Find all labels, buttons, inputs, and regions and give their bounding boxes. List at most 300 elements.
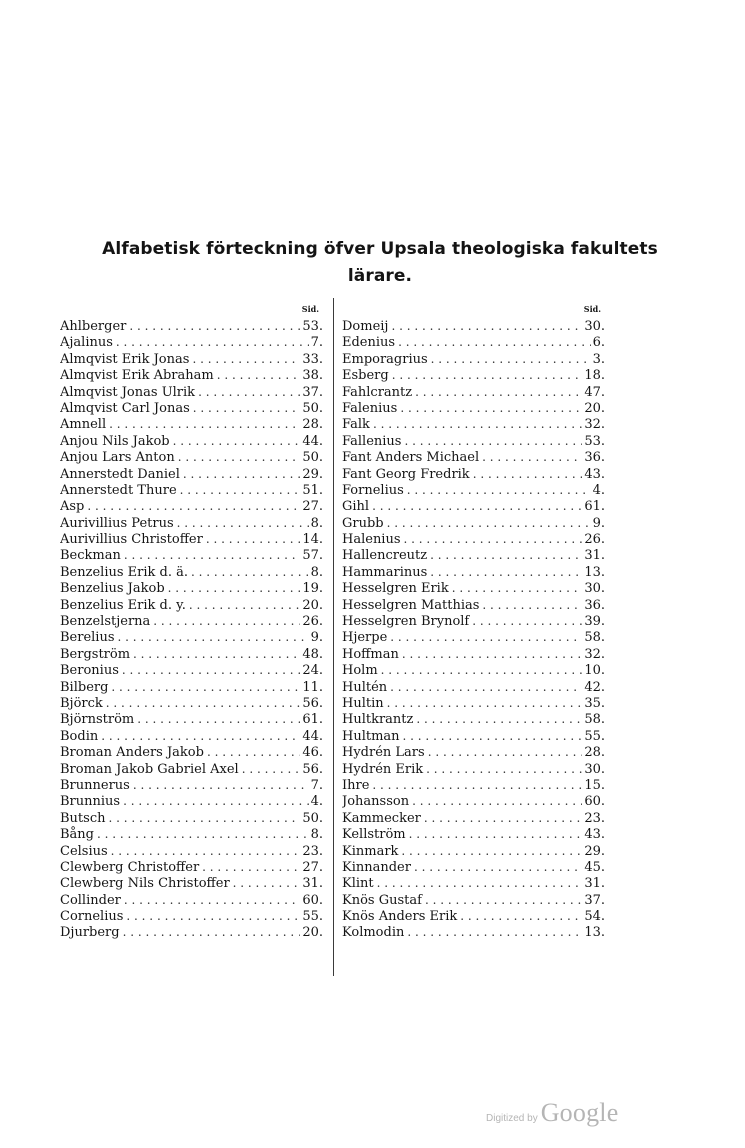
entry-name: Aurivillius Christoffer [60, 532, 203, 548]
entry-page-number: 28. [584, 745, 605, 761]
index-entry [342, 613, 605, 629]
entry-page-number: 58. [584, 630, 605, 646]
dot-leader [189, 597, 300, 613]
entry-page-number: 9. [592, 515, 605, 531]
dot-leader [192, 351, 300, 367]
entry-page-number: 23. [584, 810, 605, 826]
entry-page-number: 28. [302, 417, 323, 433]
entry-name: Anjou Lars Anton [60, 450, 175, 466]
dot-leader [191, 564, 309, 580]
entry-page-number: 60. [302, 892, 323, 908]
dot-leader [430, 547, 582, 563]
entry-page-number: 20. [584, 400, 605, 416]
dot-leader [391, 318, 582, 334]
dot-leader [126, 908, 300, 924]
index-entry [60, 597, 323, 613]
entry-name: Almqvist Carl Jonas [60, 400, 190, 416]
index-entry [342, 384, 605, 400]
dot-leader [116, 334, 309, 350]
index-entry [342, 728, 605, 744]
dot-leader [404, 433, 582, 449]
dot-leader [106, 695, 301, 711]
entry-page-number: 36. [584, 597, 605, 613]
entry-name: Bodin [60, 728, 99, 744]
entry-name: Knös Gustaf [342, 892, 422, 908]
index-entry [60, 351, 323, 367]
entry-name: Annerstedt Daniel [60, 466, 180, 482]
index-entry [60, 580, 323, 596]
entry-page-number: 43. [584, 827, 605, 843]
dot-leader [373, 416, 582, 432]
entry-name: Falk [342, 417, 370, 433]
entry-page-number: 47. [584, 384, 605, 400]
dot-leader [414, 859, 582, 875]
index-entry [60, 482, 323, 498]
entry-name: Falenius [342, 400, 398, 416]
entry-name: Broman Anders Jakob [60, 745, 204, 761]
entry-page-number: 20. [302, 925, 323, 941]
entry-name: Ahlberger [60, 319, 127, 334]
entry-name: Aurivillius Petrus [60, 515, 174, 531]
dot-leader [472, 613, 582, 629]
entry-page-number: 46. [302, 745, 323, 761]
dot-leader [452, 580, 583, 596]
index-entry [342, 843, 605, 859]
index-entry [342, 351, 605, 367]
entry-page-number: 4. [310, 794, 323, 810]
entry-page-number: 37. [302, 384, 323, 400]
entry-page-number: 38. [302, 368, 323, 384]
index-entry [60, 892, 323, 908]
entry-page-number: 30. [584, 319, 605, 334]
index-entry [342, 662, 605, 678]
dot-leader [207, 744, 300, 760]
index-entry [60, 875, 323, 891]
entry-name: Clewberg Christoffer [60, 859, 200, 875]
index-list-right [342, 318, 605, 941]
entry-name: Hydrén Erik [342, 761, 424, 777]
entry-name: Brunnius [60, 794, 121, 810]
dot-leader [133, 777, 309, 793]
index-entry [342, 646, 605, 662]
entry-page-number: 55. [584, 728, 605, 744]
entry-page-number: 44. [302, 433, 323, 449]
entry-name: Asp [60, 499, 85, 515]
entry-name: Hoffman [342, 646, 399, 662]
dot-leader [381, 662, 583, 678]
dot-leader [206, 531, 300, 547]
entry-page-number: 31. [584, 876, 605, 892]
dot-leader [403, 728, 583, 744]
index-entry [60, 924, 323, 940]
dot-leader [482, 597, 582, 613]
entry-name: Collinder [60, 892, 121, 908]
index-entry [60, 662, 323, 678]
dot-leader [430, 564, 582, 580]
entry-name: Benzelius Jakob [60, 581, 165, 597]
entry-name: Djurberg [60, 925, 120, 941]
index-column-right [342, 300, 605, 941]
dot-leader [390, 679, 582, 695]
dot-leader [431, 351, 591, 367]
entry-name: Bilberg [60, 679, 109, 695]
entry-page-number: 55. [302, 909, 323, 925]
entry-name: Kolmodin [342, 925, 405, 941]
entry-name: Björck [60, 695, 103, 711]
entry-page-number: 61. [584, 499, 605, 515]
entry-name: Ajalinus [60, 335, 113, 351]
entry-name: Anjou Nils Jakob [60, 433, 170, 449]
dot-leader [177, 515, 309, 531]
entry-page-number: 27. [302, 859, 323, 875]
watermark-prefix: Digitized by [486, 1113, 538, 1124]
entry-name: Amnell [60, 417, 107, 433]
dot-leader [372, 498, 582, 514]
entry-name: Edenius [342, 335, 396, 351]
index-entry [342, 547, 605, 563]
entry-name: Benzelstjerna [60, 614, 151, 630]
entry-page-number: 51. [302, 482, 323, 498]
entry-page-number: 6. [592, 335, 605, 351]
entry-page-number: 29. [302, 466, 323, 482]
dot-leader [180, 482, 301, 498]
index-entry [342, 433, 605, 449]
dot-leader [407, 924, 582, 940]
dot-leader [416, 711, 582, 727]
entry-name: Domeij [342, 319, 389, 334]
entry-page-number: 35. [584, 695, 605, 711]
index-entry [60, 547, 323, 563]
dot-leader [168, 580, 301, 596]
index-entry [60, 613, 323, 629]
digitized-watermark [486, 1098, 618, 1128]
index-entry [60, 859, 323, 875]
dot-leader [372, 777, 582, 793]
entry-page-number: 9. [310, 630, 323, 646]
entry-name: Hjerpe [342, 630, 388, 646]
entry-name: Ihre [342, 777, 370, 793]
index-entry [342, 859, 605, 875]
index-entry [60, 826, 323, 842]
index-entry [342, 597, 605, 613]
index-entry [342, 875, 605, 891]
dot-leader [409, 826, 583, 842]
entry-page-number: 4. [592, 482, 605, 498]
entry-page-number: 45. [584, 859, 605, 875]
index-entry [342, 629, 605, 645]
index-entry [60, 646, 323, 662]
index-entry [342, 466, 605, 482]
entry-page-number: 32. [584, 417, 605, 433]
entry-page-number: 24. [302, 663, 323, 679]
dot-leader [101, 728, 300, 744]
dot-leader [412, 793, 582, 809]
index-entry [342, 334, 605, 350]
index-entry [60, 416, 323, 432]
entry-page-number: 61. [302, 712, 323, 728]
dot-leader [108, 810, 300, 826]
entry-name: Celsius [60, 843, 108, 859]
index-entry [342, 826, 605, 842]
dot-leader [122, 662, 300, 678]
dot-leader [97, 826, 309, 842]
entry-page-number: 31. [302, 876, 323, 892]
index-entry [342, 318, 605, 334]
entry-name: Fant Georg Fredrik [342, 466, 470, 482]
index-entry [60, 498, 323, 514]
index-entry [60, 449, 323, 465]
entry-name: Annerstedt Thure [60, 482, 177, 498]
dot-leader [133, 646, 300, 662]
entry-page-number: 43. [584, 466, 605, 482]
index-entry [342, 482, 605, 498]
entry-page-number: 54. [584, 909, 605, 925]
dot-leader [87, 498, 300, 514]
entry-page-number: 53. [302, 319, 323, 334]
entry-page-number: 15. [584, 777, 605, 793]
entry-page-number: 53. [584, 433, 605, 449]
index-entry [60, 695, 323, 711]
entry-page-number: 3. [592, 351, 605, 367]
entry-page-number: 33. [302, 351, 323, 367]
entry-page-number: 26. [302, 614, 323, 630]
index-entry [342, 367, 605, 383]
entry-name: Hesselgren Matthias [342, 597, 480, 613]
entry-page-number: 56. [302, 695, 323, 711]
entry-name: Berelius [60, 630, 115, 646]
entry-name: Hesselgren Brynolf [342, 614, 470, 630]
entry-page-number: 29. [584, 843, 605, 859]
entry-name: Halenius [342, 532, 401, 548]
entry-name: Almqvist Erik Abraham [60, 368, 214, 384]
entry-name: Kellström [342, 827, 406, 843]
dot-leader [404, 531, 583, 547]
dot-leader [402, 646, 582, 662]
entry-page-number: 50. [302, 400, 323, 416]
sid-label-left: Sid. [301, 304, 319, 314]
entry-name: Kinmark [342, 843, 399, 859]
index-entry [342, 711, 605, 727]
dot-leader [178, 449, 301, 465]
dot-leader [428, 744, 583, 760]
entry-name: Beckman [60, 548, 121, 564]
entry-name: Fant Anders Michael [342, 450, 480, 466]
dot-leader [426, 761, 582, 777]
index-entry [60, 433, 323, 449]
index-entry [342, 531, 605, 547]
dot-leader [217, 367, 301, 383]
title-line-1: Alfabetisk förteckning öfver Upsala theologiska fakultets [102, 239, 658, 259]
entry-name: Klint [342, 876, 374, 892]
index-column-left [60, 300, 323, 941]
index-entry [60, 793, 323, 809]
index-entry [342, 679, 605, 695]
index-entry [60, 629, 323, 645]
index-entry [60, 744, 323, 760]
entry-page-number: 58. [584, 712, 605, 728]
index-entry [60, 761, 323, 777]
dot-leader [387, 695, 583, 711]
entry-page-number: 8. [310, 515, 323, 531]
entry-name: Beronius [60, 663, 119, 679]
dot-leader [392, 367, 583, 383]
entry-name: Hultin [342, 695, 384, 711]
index-entry [342, 908, 605, 924]
dot-leader [415, 384, 582, 400]
dot-leader [407, 482, 591, 498]
dot-leader [111, 679, 300, 695]
dot-leader [377, 875, 583, 891]
index-entry [342, 416, 605, 432]
index-entry [342, 761, 605, 777]
dot-leader [425, 892, 582, 908]
entry-name: Emporagrius [342, 351, 428, 367]
dot-leader [183, 466, 300, 482]
column-divider [333, 298, 334, 976]
title-line-2: lärare. [347, 266, 413, 286]
google-logo: Google [540, 1098, 619, 1127]
entry-name: Grubb [342, 515, 384, 531]
index-entry [342, 924, 605, 940]
entry-name: Hesselgren Erik [342, 581, 449, 597]
dot-leader [123, 793, 309, 809]
entry-name: Hallencreutz [342, 548, 428, 564]
dot-leader [398, 334, 591, 350]
dot-leader [137, 711, 300, 727]
dot-leader [111, 843, 301, 859]
index-entry [342, 793, 605, 809]
index-entry [342, 810, 605, 826]
entry-page-number: 27. [302, 499, 323, 515]
index-entry [60, 777, 323, 793]
entry-name: Bergström [60, 646, 131, 662]
index-entry [342, 498, 605, 514]
entry-page-number: 14. [302, 532, 323, 548]
entry-name: Broman Jakob Gabriel Axel [60, 761, 239, 777]
entry-name: Brunnerus [60, 777, 130, 793]
dot-leader [473, 466, 583, 482]
sid-label-right: Sid. [583, 304, 601, 314]
entry-name: Esberg [342, 368, 389, 384]
entry-page-number: 50. [302, 810, 323, 826]
entry-page-number: 7. [310, 777, 323, 793]
entry-page-number: 18. [584, 368, 605, 384]
index-entry [60, 318, 323, 334]
entry-page-number: 20. [302, 597, 323, 613]
entry-name: Fahlcrantz [342, 384, 413, 400]
entry-name: Almqvist Erik Jonas [60, 351, 190, 367]
entry-name: Clewberg Nils Christoffer [60, 876, 230, 892]
entry-page-number: 26. [584, 532, 605, 548]
entry-name: Hultman [342, 728, 400, 744]
dot-leader [173, 433, 301, 449]
dot-leader [400, 400, 582, 416]
entry-name: Butsch [60, 810, 106, 826]
index-entry [60, 400, 323, 416]
index-entry [342, 892, 605, 908]
entry-page-number: 19. [302, 581, 323, 597]
entry-name: Kinnander [342, 859, 411, 875]
index-entry [342, 744, 605, 760]
index-entry [342, 695, 605, 711]
dot-leader [118, 629, 309, 645]
dot-leader [424, 810, 582, 826]
entry-name: Knös Anders Erik [342, 909, 458, 925]
entry-page-number: 31. [584, 548, 605, 564]
dot-leader [401, 843, 582, 859]
dot-leader [233, 875, 301, 891]
entry-name: Hultén [342, 679, 388, 695]
dot-leader [123, 924, 301, 940]
entry-page-number: 50. [302, 450, 323, 466]
dot-leader [129, 318, 300, 334]
dot-leader [198, 384, 300, 400]
entry-name: Hydrén Lars [342, 745, 425, 761]
entry-name: Benzelius Erik d. y. [60, 597, 186, 613]
index-entry [342, 580, 605, 596]
index-entry [60, 384, 323, 400]
dot-leader [482, 449, 582, 465]
entry-page-number: 60. [584, 794, 605, 810]
entry-page-number: 57. [302, 548, 323, 564]
dot-leader [387, 515, 591, 531]
index-entry [60, 679, 323, 695]
entry-name: Bång [60, 827, 94, 843]
dot-leader [460, 908, 582, 924]
entry-name: Fallenius [342, 433, 402, 449]
index-entry [60, 466, 323, 482]
entry-page-number: 36. [584, 450, 605, 466]
dot-leader [193, 400, 301, 416]
index-entry [60, 367, 323, 383]
dot-leader [202, 859, 300, 875]
index-entry [60, 711, 323, 727]
page-title [90, 236, 670, 290]
index-entry [342, 777, 605, 793]
index-entry [342, 449, 605, 465]
index-entry [342, 515, 605, 531]
dot-leader [242, 761, 301, 777]
entry-name: Björnström [60, 712, 135, 728]
entry-name: Almqvist Jonas Ulrik [60, 384, 196, 400]
entry-name: Cornelius [60, 909, 124, 925]
entry-page-number: 8. [310, 827, 323, 843]
index-entry [342, 400, 605, 416]
entry-name: Holm [342, 663, 378, 679]
entry-page-number: 37. [584, 892, 605, 908]
entry-page-number: 7. [310, 335, 323, 351]
index-entry [60, 564, 323, 580]
entry-page-number: 39. [584, 614, 605, 630]
entry-page-number: 32. [584, 646, 605, 662]
entry-page-number: 44. [302, 728, 323, 744]
dot-leader [124, 892, 300, 908]
entry-page-number: 8. [310, 564, 323, 580]
index-entry [60, 515, 323, 531]
index-entry [342, 564, 605, 580]
entry-page-number: 42. [584, 679, 605, 695]
entry-name: Hammarinus [342, 564, 428, 580]
entry-page-number: 56. [302, 761, 323, 777]
entry-name: Benzelius Erik d. ä. [60, 564, 188, 580]
entry-name: Johansson [342, 794, 410, 810]
entry-page-number: 13. [584, 564, 605, 580]
dot-leader [109, 416, 300, 432]
index-entry [60, 843, 323, 859]
entry-page-number: 30. [584, 581, 605, 597]
index-list-left [60, 318, 323, 941]
entry-page-number: 10. [584, 663, 605, 679]
